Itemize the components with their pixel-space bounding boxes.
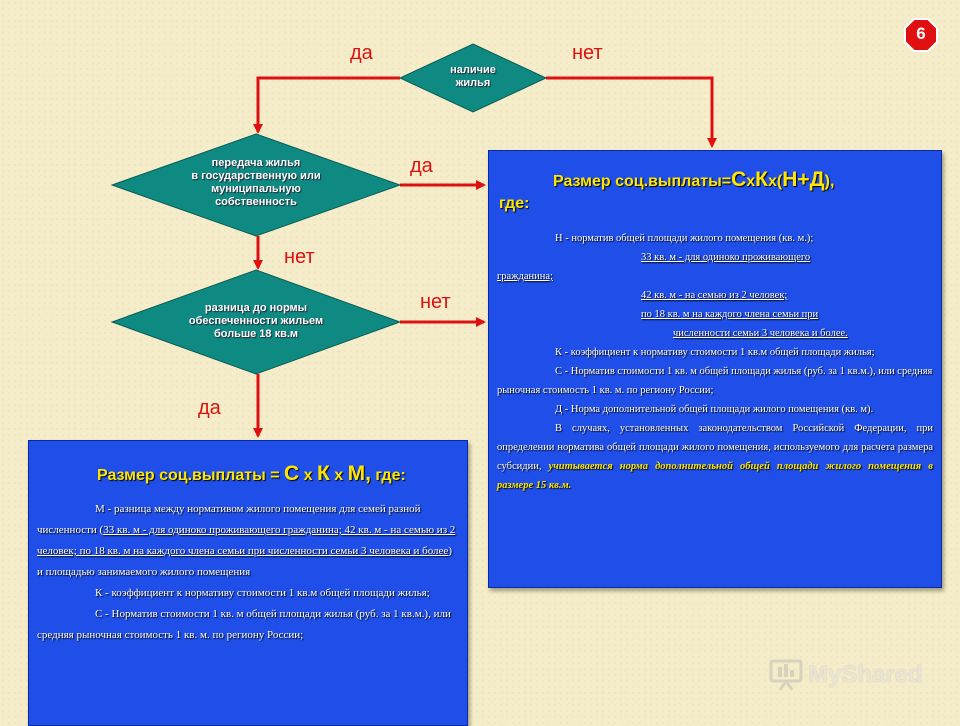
definition-n-18-cont: численности семьи 3 человека и более. [673, 328, 848, 339]
formula-panel-left [28, 440, 468, 726]
formula-definitions-left [37, 499, 457, 646]
formula-definitions-right [497, 229, 933, 495]
definition-d: Д - Норма дополнительной общей площади жилого помещения (кв. м). [555, 404, 874, 415]
arrow-housing-no [546, 78, 712, 146]
watermark-text: MyShared [808, 661, 923, 688]
label-no-middle: нет [284, 246, 315, 268]
label-yes-top: да [350, 42, 373, 64]
label-no-top: нет [572, 42, 603, 64]
definition-n-33-cont: гражданина; [497, 271, 553, 282]
watermark [768, 656, 928, 692]
definition-n-33: 33 кв. м - для одиноко проживающего [641, 252, 811, 263]
slide-number-badge: 6 [904, 18, 938, 52]
definition-n-18: по 18 кв. м на каждого члена семьи при [641, 309, 819, 320]
definition-note: В случаях, установленных законодательством Российской Федерации, при определении норматива общей площади жилого помещения, используемого для расчета размера субсидии, учитывается норма дополнительной общей площади жилого помещения в размере 15 кв.м. [497, 423, 933, 491]
presentation-icon [768, 656, 804, 692]
formula-title-right: Размер соц.выплаты=СхКх(Н+Д), [553, 168, 835, 191]
definition-k: К - коэффициент к нормативу стоимости 1 кв.м общей площади жилья; [555, 347, 875, 358]
definition-k-left: К - коэффициент к нормативу стоимости 1 кв.м общей площади жилья; [95, 587, 430, 599]
label-yes-bottom: да [198, 397, 221, 419]
definition-c: С - Норматив стоимости 1 кв. м общей площади жилья (руб. за 1 кв.м.), или средняя рыночная стоимость 1 кв. м. по региону России; [497, 366, 933, 396]
label-no-bottom: нет [420, 291, 451, 313]
formula-title-left: Размер соц.выплаты = С х К х М, где: [97, 462, 406, 485]
decision-difference-text: разница до нормы обеспеченности жильем больше 18 кв.м [188, 302, 324, 340]
arrow-housing-yes [258, 78, 400, 132]
formula-panel-right [488, 150, 942, 588]
definition-n-42: 42 кв. м - на семью из 2 человек; [641, 290, 788, 301]
definition-c-left: С - Норматив стоимости 1 кв. м общей площади жилья (руб. за 1 кв.м.), или средняя рыночная стоимость 1 кв. м. по региону России; [37, 608, 451, 641]
decision-transfer-text: передача жилья в государственную или муниципальную собственность [191, 157, 321, 208]
formula-where-right: где: [499, 195, 530, 212]
definition-n: Н - норматив общей площади жилого помещения (кв. м.); [555, 233, 814, 244]
label-yes-middle: да [410, 155, 433, 177]
decision-housing-text: наличие жилья [450, 64, 496, 89]
definition-m: М - разница между нормативом жилого помещения для семей разной численности (33 кв. м - для одиноко проживающего гражданина; 42 кв. м - на семью из 2 человек; по 18 кв. м на каждого члена семьи при численности семьи 3 человека и более) и площадью занимаемого жилого помещения [37, 503, 456, 578]
